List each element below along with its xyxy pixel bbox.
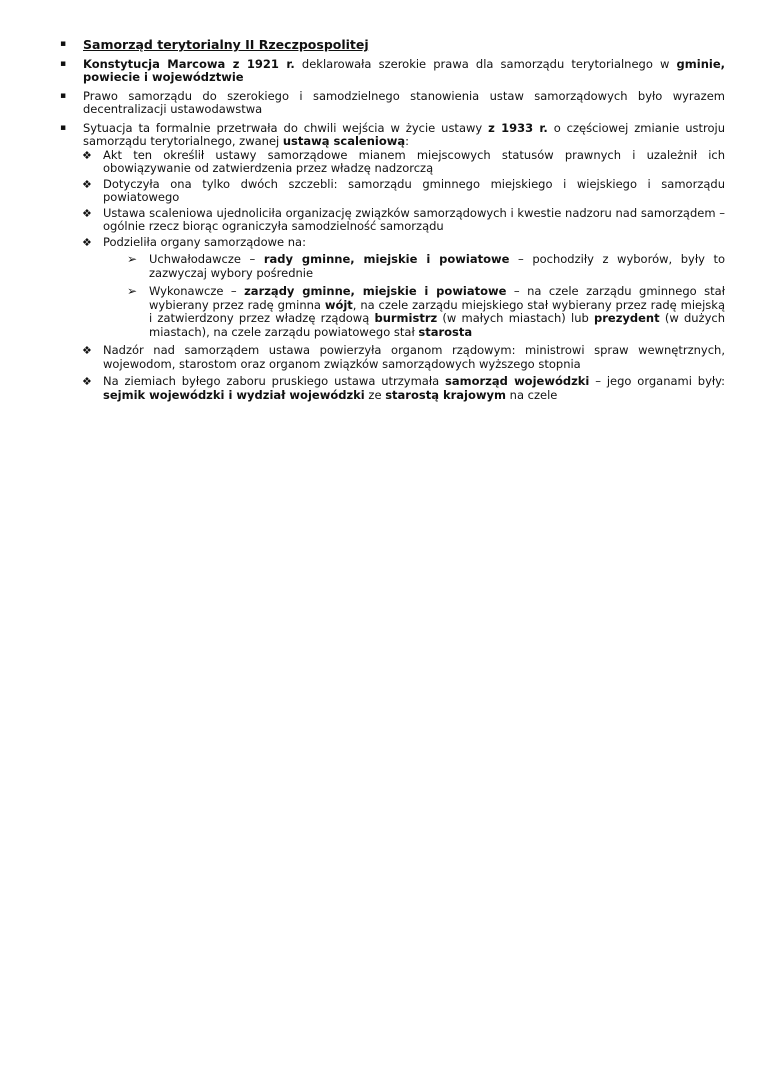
text: o częściowej zmianie ustroju samorządu terytorialnego, zwanej (83, 120, 726, 148)
bold-text: z 1933 r. (488, 120, 548, 135)
bold-text: wójt (324, 297, 353, 312)
sub-list (58, 149, 725, 403)
text: , na czele zarządu miejskiego stał wybierany przez radę miejską i zatwierdzony przez władzę rządową (149, 297, 725, 325)
bold-text: rady gminne, miejskie i powiatowe (263, 252, 510, 266)
bold-text: sejmik wojewódzki i wydział wojewódzki (103, 387, 365, 402)
main-list (58, 38, 725, 402)
text: – pochodziły z wyborów, były to zazwyczaj wybory pośrednie (149, 252, 726, 280)
sub-item-prussian (58, 375, 725, 402)
list-item-situation (58, 122, 725, 403)
sub-item-supervision (58, 344, 725, 371)
bold-text: samorząd wojewódzki (445, 374, 590, 388)
text: Akt ten określił ustawy samorządowe mianem miejscowych statusów prawnych i uzależnił ich obowiązywanie od zatwierdzenia przez władzę nadzorczą (103, 147, 725, 175)
text: Wykonawcze – (149, 284, 245, 298)
text: Nadzór nad samorządem ustawa powierzyła organom rządowym: ministrowi spraw wewnętrznych, wojewodom, starostom oraz organom związków samorządowych wyższego stopnia (103, 343, 725, 371)
square-bullet-icon: ▪ (60, 122, 67, 133)
nested-item-legislative (103, 253, 725, 280)
document-title: Samorząd terytorialny II Rzeczpospolitej (83, 37, 369, 52)
bold-text: gminie, powiecie i województwie (83, 56, 725, 84)
nested-list (58, 253, 725, 339)
diamond-bullet-icon: ❖ (82, 375, 92, 388)
document-body (58, 38, 725, 407)
sub-item-organs (58, 236, 725, 340)
bold-text: burmistrz (374, 311, 438, 325)
text: Ustawa scaleniowa ujednoliciła organizację związków samorządowych i kwestie nadzoru nad samorządem – ogólnie rzecz biorąc ograniczyła samodzielność samorządu (103, 205, 725, 233)
square-bullet-icon: ▪ (60, 39, 67, 49)
text: Podzieliła organy samorządowe na: (103, 234, 306, 249)
square-bullet-icon: ▪ (60, 90, 67, 101)
diamond-bullet-icon: ❖ (82, 206, 92, 220)
text: : (405, 134, 410, 148)
bold-text: zarządy gminne, miejskie i powiatowe (244, 284, 507, 298)
square-bullet-icon: ▪ (60, 58, 67, 69)
list-item-constitution (58, 58, 725, 85)
list-item-law (58, 90, 725, 117)
diamond-bullet-icon: ❖ (82, 235, 92, 249)
diamond-bullet-icon: ❖ (82, 344, 92, 357)
bold-text: starosta (418, 324, 473, 339)
sub-item-act (58, 149, 725, 176)
sub-item-levels (58, 178, 725, 205)
text: Uchwałodawcze – (149, 252, 264, 266)
text: – na czele zarządu gminnego stał wybierany przez radę gminna (149, 284, 725, 312)
arrow-bullet-icon: ➢ (127, 252, 138, 266)
bold-text: Konstytucja Marcowa z 1921 r. (83, 56, 295, 71)
text: Prawo samorządu do szerokiego i samodzielnego stanowienia ustaw samorządowych było wyrazem decentralizacji ustawodawstwa (83, 88, 725, 116)
diamond-bullet-icon: ❖ (82, 177, 92, 191)
nested-item-executive (103, 285, 725, 339)
text: Na ziemiach byłego zaboru pruskiego ustawa utrzymała (103, 374, 446, 388)
text: Dotyczyła ona tylko dwóch szczebli: samorządu gminnego miejskiego i wiejskiego i samorządu powiatowego (103, 176, 725, 204)
list-item-title (58, 38, 725, 53)
sub-item-unification (58, 207, 725, 234)
text: – jego organami były: (589, 374, 726, 388)
bold-text: prezydent (594, 311, 660, 325)
bold-text: ustawą scaleniową (282, 134, 406, 148)
text: (w dużych miastach), na czele zarządu powiatowego stał (149, 311, 725, 339)
text: deklarowała szerokie prawa dla samorządu terytorialnego w (294, 56, 677, 71)
text: Sytuacja ta formalnie przetrwała do chwili wejścia w życie ustawy (83, 120, 489, 135)
text: (w małych miastach) lub (437, 311, 594, 325)
diamond-bullet-icon: ❖ (82, 148, 92, 162)
arrow-bullet-icon: ➢ (127, 284, 138, 298)
text: ze (364, 387, 386, 402)
text: na czele (506, 387, 558, 402)
bold-text: starostą krajowym (385, 387, 506, 402)
